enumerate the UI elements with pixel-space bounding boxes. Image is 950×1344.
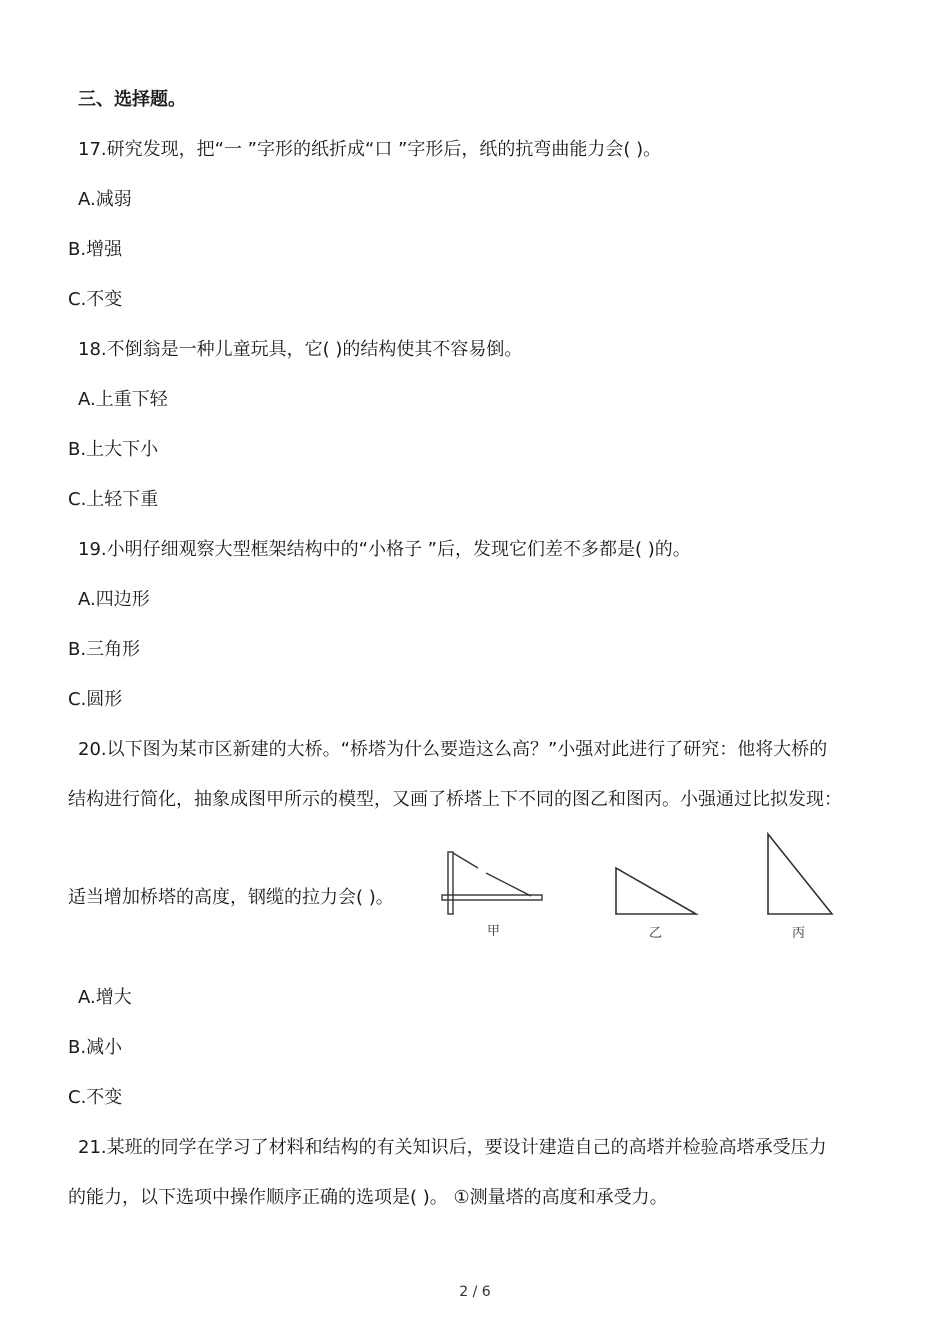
question-17-option-b: B.增强 [68, 239, 123, 260]
question-21-stem-line-2: 的能力，以下选项中操作顺序正确的选项是( )。 ①测量塔的高度和承受力。 [68, 1187, 668, 1208]
question-20-stem-line-2: 结构进行简化，抽象成图甲所示的模型，又画了桥塔上下不同的图乙和图丙。小强通过比拟发现： [68, 789, 842, 810]
section-title: 三、选择题。 [78, 89, 186, 110]
figure-bing-triangle [762, 828, 840, 920]
figure-label-bing: 丙 [792, 926, 806, 941]
question-20-option-b: B.减小 [68, 1037, 123, 1058]
figure-label-yi: 乙 [649, 926, 663, 941]
figure-yi-triangle [610, 862, 702, 920]
figure-label-jia: 甲 [487, 924, 501, 939]
question-17-stem: 17.研究发现，把“一 ”字形的纸折成“口 ”字形后，纸的抗弯曲能力会( )。 [78, 139, 662, 160]
question-18-stem: 18.不倒翁是一种儿童玩具，它( )的结构使其不容易倒。 [78, 339, 523, 360]
question-20-stem-line-3: 适当增加桥塔的高度，钢缆的拉力会( )。 [68, 887, 394, 908]
figure-jia-bridge-model [438, 846, 550, 922]
question-18-option-a: A.上重下轻 [78, 389, 168, 410]
question-19-option-b: B.三角形 [68, 639, 141, 660]
question-20-option-c: C.不变 [68, 1087, 123, 1108]
question-19-stem: 19.小明仔细观察大型框架结构中的“小格子 ”后，发现它们差不多都是( )的。 [78, 539, 691, 560]
question-19-option-a: A.四边形 [78, 589, 150, 610]
question-20-option-a: A.增大 [78, 987, 132, 1008]
question-18-option-c: C.上轻下重 [68, 489, 159, 510]
question-17-option-c: C.不变 [68, 289, 123, 310]
question-19-option-c: C.圆形 [68, 689, 123, 710]
question-17-option-a: A.减弱 [78, 189, 132, 210]
question-20-stem-line-1: 20.以下图为某市区新建的大桥。“桥塔为什么要造这么高？”小强对此进行了研究：他将大桥的 [78, 739, 828, 760]
question-18-option-b: B.上大下小 [68, 439, 159, 460]
page-number: 2 / 6 [459, 1284, 491, 1300]
question-21-stem-line-1: 21.某班的同学在学习了材料和结构的有关知识后，要设计建造自己的高塔并检验高塔承受压力 [78, 1137, 827, 1158]
